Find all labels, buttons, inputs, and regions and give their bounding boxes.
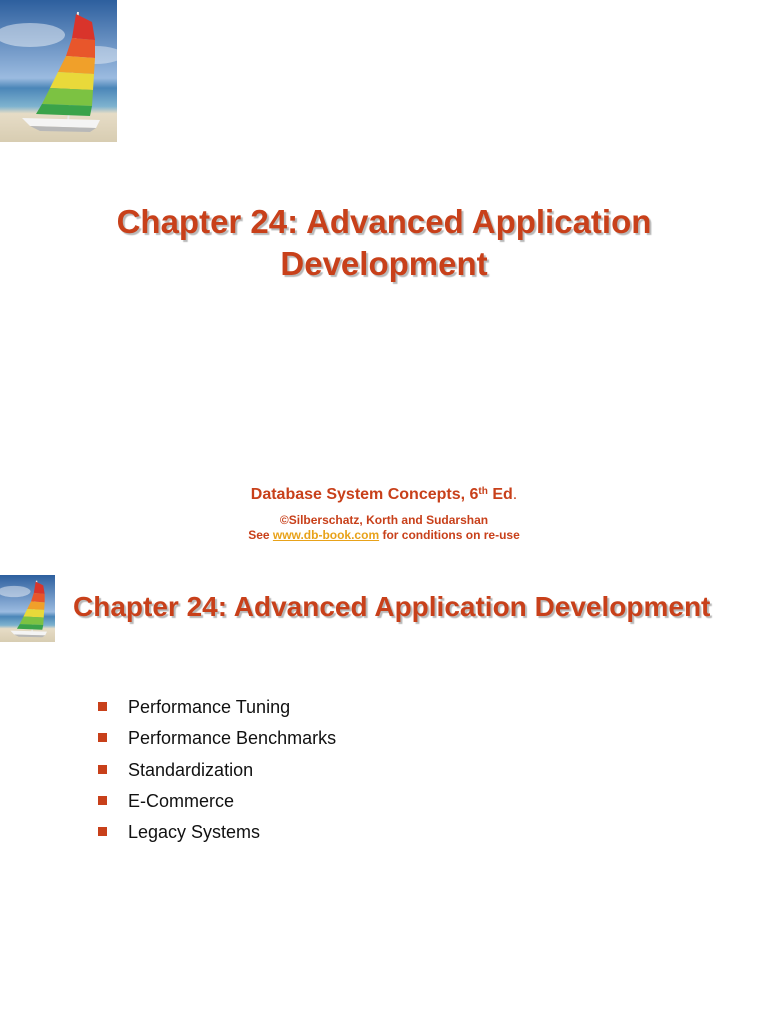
book-title-text: Database System Concepts, 6: [250, 486, 479, 503]
copyright-notice: ©Silberschatz, Korth and Sudarshan: [279, 513, 489, 527]
slide-title: [40, 201, 728, 285]
square-bullet-icon: [98, 702, 107, 711]
book-title-superscript: th: [478, 486, 488, 497]
bullet-list: [98, 691, 336, 847]
list-item: [98, 785, 336, 816]
list-item-text: Legacy Systems: [128, 822, 261, 843]
slide-title: Chapter 24: Advanced Application Development: [73, 591, 711, 622]
list-item: [98, 691, 336, 722]
square-bullet-icon: [98, 765, 107, 774]
slide-title-line-2: Development: [280, 245, 488, 282]
book-title: [0, 484, 768, 506]
list-item-text: Performance Benchmarks: [128, 728, 337, 749]
list-item-text: Performance Tuning: [128, 697, 291, 717]
book-title-suffix: Ed: [487, 486, 513, 503]
square-bullet-icon: [98, 827, 107, 836]
reuse-suffix: for conditions on re-use: [379, 528, 520, 542]
book-title-period: .: [512, 486, 518, 503]
db-book-link[interactable]: www.db-book.com: [272, 528, 380, 542]
reuse-notice: [0, 528, 768, 542]
list-item-text: E-Commerce: [128, 790, 235, 811]
list-item: [98, 816, 336, 847]
list-item-text: Standardization: [128, 759, 254, 780]
list-item: [98, 722, 336, 753]
slide-title-line-1: Chapter 24: Advanced Application: [116, 203, 652, 240]
list-item: [98, 754, 336, 785]
reuse-prefix: See: [248, 528, 273, 542]
contents-slide: [0, 572, 768, 1024]
square-bullet-icon: [98, 733, 107, 742]
sailboat-logo-icon: [0, 0, 117, 142]
square-bullet-icon: [98, 796, 107, 805]
sailboat-logo-icon: [0, 575, 55, 642]
